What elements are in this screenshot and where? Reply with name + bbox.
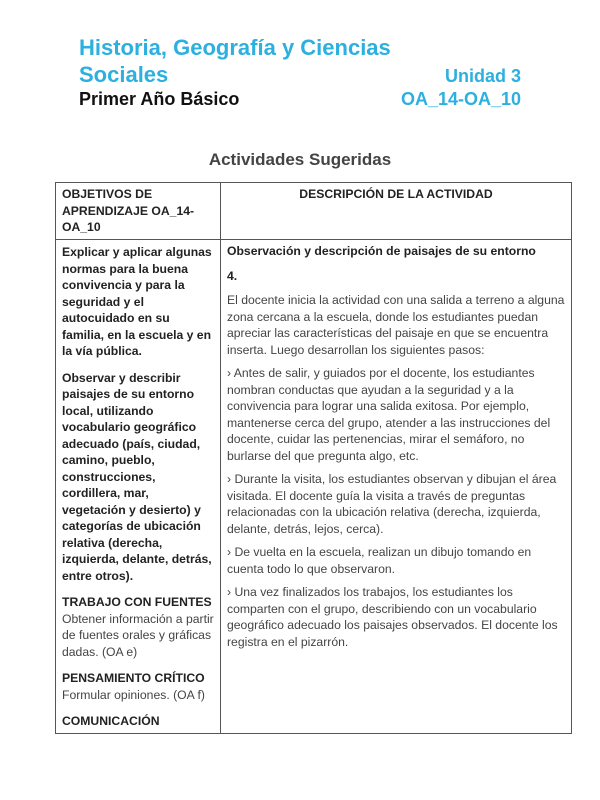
objectives-cell <box>56 240 221 734</box>
subject-title-line1: Historia, Geografía y Ciencias <box>79 35 391 60</box>
skill-sources-title: TRABAJO CON FUENTES <box>62 595 212 609</box>
skill-sources <box>62 594 214 660</box>
activity-step-4: › Una vez finalizados los trabajos, los estudiantes los comparten con el grupo, describiendo con un vocabulario geográfico adecuado los paisajes observados. El docente los registra en el pizarrón. <box>227 585 558 649</box>
objective-2: Observar y describir paisajes de su entorno local, utilizando vocabulario geográfico adecuado (país, ciudad, camino, pueblo, construcciones, cordillera, mar, vegetación y desierto) y categorías de ubicación relativa (derecha, izquierda, delante, detrás, entre otros). <box>62 370 212 583</box>
activity-step-1: › Antes de salir, y guiados por el docente, los estudiantes nombran conductas que ayudan a la seguridad y a la convivencia para lograr una salida exitosa. Por ejemplo, mantenerse cerca del grupo, atender a las instrucciones del docente, cuidar las pertenencias, mirar el semáforo, no burlarse del que pregunta algo, etc. <box>227 366 551 463</box>
activities-table <box>55 182 572 734</box>
activity-step-3: › De vuelta en la escuela, realizan un dibujo tomando en cuenta todo lo que observaron. <box>227 545 532 576</box>
section-title: Actividades Sugeridas <box>208 150 392 169</box>
activity-step-2: › Durante la visita, los estudiantes observan y dibujan el área visitada. El docente guía la visita a través de preguntas relacionadas con la ubicación relativa (derecha, izquierda, delante, detrás, lejos, cerca). <box>227 472 557 536</box>
table-header-row <box>56 183 572 240</box>
objective-1: Explicar y aplicar algunas normas para la buena convivencia y para la seguridad y el autocuidado en su familia, en la escuela y en la vía pública. <box>62 245 212 358</box>
skill-critical-text: Formular opiniones. (OA f) <box>62 687 205 702</box>
skill-sources-text: Obtener información a partir de fuentes orales y gráficas dadas. (OA e) <box>62 611 214 659</box>
description-cell <box>221 240 572 734</box>
skill-critical-title: PENSAMIENTO CRÍTICO <box>62 671 205 685</box>
header-description: DESCRIPCIÓN DE LA ACTIVIDAD <box>221 183 572 240</box>
activity-title: Observación y descripción de paisajes de su entorno <box>227 244 536 258</box>
activity-intro: El docente inicia la actividad con una salida a terreno a alguna zona cercana a la escuela, donde los estudiantes puedan apreciar las características del paisaje en que se encuentra inserta. Luego desarrollan los siguientes pasos: <box>227 293 565 357</box>
table-body-row <box>56 240 572 734</box>
oa-code: OA_14-OA_10 <box>400 89 521 109</box>
unit-label: Unidad 3 <box>444 66 521 86</box>
skill-critical <box>62 670 214 703</box>
header-objectives: OBJETIVOS DE APRENDIZAJE OA_14-OA_10 <box>56 183 221 240</box>
skill-communication-title: COMUNICACIÓN <box>62 714 160 728</box>
subject-title-line2: Sociales <box>79 62 169 87</box>
document-header <box>79 34 529 110</box>
grade-label: Primer Año Básico <box>79 89 240 109</box>
title-row-3 <box>79 89 529 110</box>
title-row-2 <box>79 61 529 88</box>
activity-number: 4. <box>227 268 238 283</box>
